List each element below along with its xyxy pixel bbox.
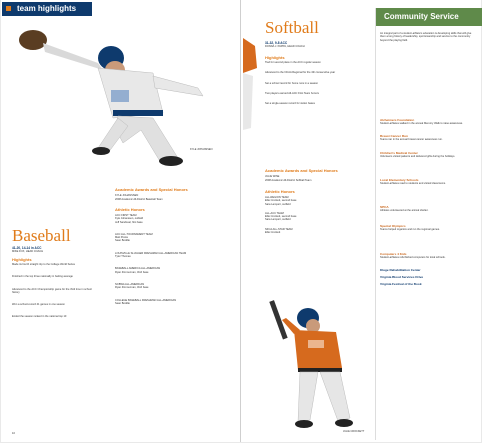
- org-entry: [380, 178, 476, 185]
- honor-group: [115, 233, 215, 243]
- baseball-highlights-list: [12, 263, 100, 319]
- baseball-awards-heading: Academic Awards and Special Honors: [115, 187, 188, 192]
- highlight-item: Ended the season ranked in the national top 10: [12, 315, 67, 319]
- honor-group: [265, 196, 365, 206]
- org-name: Special Olympics: [380, 224, 406, 229]
- batter-illustration: [256, 290, 371, 432]
- honor-title: ALL-REGION TEAM: [265, 196, 289, 199]
- fielder-illustration-partial: [243, 18, 258, 138]
- honor-group: [115, 283, 215, 290]
- highlight-item: Tied for second place in the ACC regular season: [265, 61, 321, 64]
- award-detail: 2008 Academic All-District Softball Team: [265, 179, 312, 182]
- honor-group: [115, 299, 215, 306]
- softball-highlights-list: [265, 61, 360, 105]
- honor-group: [115, 252, 215, 259]
- community-service-title: Community Service: [384, 12, 459, 21]
- baseball-title: Baseball: [12, 226, 71, 245]
- org-entry: [380, 151, 476, 158]
- org-text: Student-athletes refurbished computers for local schools.: [380, 255, 446, 259]
- org-text: Teams ran in the annual breast cancer awareness run.: [380, 138, 443, 142]
- header-square-icon: [6, 6, 11, 11]
- org-text: Student-athletes walked in the annual Memory Walk to raise awareness.: [380, 122, 463, 125]
- highlight-item: Two players earned All-ACC First Team honors: [265, 91, 319, 95]
- community-service-list: [380, 118, 476, 286]
- org-entry: [380, 205, 476, 212]
- org-name-plain: Virginia Festival of the Book: [380, 282, 422, 287]
- org-text: Athletes volunteered at the animal shelter.: [380, 209, 429, 213]
- highlight-item: Finished in the top three nationally in batting average: [12, 275, 73, 279]
- honor-line: Matt Preiss: [115, 236, 128, 240]
- honor-group: [265, 212, 365, 222]
- honor-line: Ryan Zimmerman, third base: [115, 286, 149, 290]
- baseball-highlights-heading: Highlights: [12, 257, 32, 262]
- softball-record: 31-32, 9-8 ACC: [265, 41, 288, 45]
- softball-player-photo-2: [256, 290, 371, 432]
- award-name: KYLE JOHANSSEN: [115, 194, 139, 197]
- org-name: Breast Cancer Run: [380, 134, 408, 139]
- honor-line: Ellie Crockett, second base: [265, 199, 297, 203]
- photo-caption: JULIE CROCKETT: [343, 430, 365, 433]
- org-name: Alzheimers Foundation: [380, 118, 415, 122]
- org-text: Student-athletes read to students and visited classrooms.: [380, 181, 446, 185]
- honor-line: Ellie Crockett: [265, 231, 281, 235]
- org-name-plain: Virginia Blood Services Drive: [380, 275, 424, 280]
- org-name: Local Elementary Schools: [380, 177, 419, 182]
- honor-line: Sara Lampert, outfield: [265, 218, 291, 222]
- photo-caption: KYLE JOHANSSEN: [190, 148, 213, 151]
- honor-title: COLLEGE BASEBALL FRESHMAN ALL-AMERICAN: [115, 298, 177, 302]
- highlight-item: Set a school record for home runs in a season: [265, 81, 319, 85]
- baseball-coach: MIKE FOX, HEAD COACH: [12, 250, 44, 253]
- softball-honors-list: [265, 196, 365, 234]
- honor-title: ACC ALL-TOURNAMENT TEAM: [115, 232, 153, 236]
- highlight-item: Made its fourth straight trip to the College World Series: [12, 263, 75, 266]
- highlight-item: Won a school-record 41 games in one season: [12, 303, 65, 307]
- honor-line: Kyle Johanssen, outfield: [115, 217, 144, 221]
- honor-line: Ellie Crockett, second base: [265, 215, 297, 219]
- award-name: JULIE WISE: [265, 175, 280, 178]
- honor-title: LOUISVILLE SLUGGER FRESHMAN ALL-AMERICAN TEAM: [115, 251, 187, 255]
- softball-awards-heading: Academic Awards and Special Honors: [265, 168, 338, 173]
- honor-group: [115, 267, 215, 274]
- org-name: Computers 4 Kids: [380, 251, 407, 256]
- highlight-item: Set a single-season record for stolen bases: [265, 102, 315, 106]
- org-name: SPCA: [380, 205, 389, 210]
- baseball-athletic-heading: Athletic Honors: [115, 207, 145, 212]
- org-entry: [380, 224, 476, 231]
- org-entry: [380, 134, 476, 141]
- honor-title: NCBWA ALL-AMERICAN: [115, 282, 145, 286]
- softball-highlights-heading: Highlights: [265, 55, 285, 60]
- honor-line: Sean Boddie: [115, 239, 130, 243]
- pitcher-illustration: [3, 18, 233, 168]
- org-entry: [380, 252, 476, 259]
- softball-title: Softball: [265, 18, 319, 37]
- honor-line: Jeff Sandoval, first base: [115, 220, 143, 224]
- softball-athletic-heading: Athletic Honors: [265, 189, 295, 194]
- org-entry: [380, 118, 476, 125]
- honor-line: Tyler Thomas: [115, 255, 131, 259]
- honor-line: Sean Boddie: [115, 301, 130, 305]
- org-name: Children's Medical Center: [380, 150, 418, 155]
- baseball-honors-list: [115, 214, 215, 305]
- softball-player-photo-1: [243, 18, 258, 138]
- award-detail: 2008 Academic All-District Baseball Team: [115, 198, 163, 201]
- honor-title: ACC FIRST TEAM: [115, 214, 137, 217]
- honor-title: NFCA ALL-STAR TEAM: [265, 227, 293, 231]
- page-gutter: [240, 0, 241, 442]
- baseball-player-photo: [3, 18, 233, 168]
- highlight-item: Advanced to the ACC Championship game for the third time in school history: [12, 287, 92, 294]
- highlight-item: Advanced to the NCAA Regional for the 4th consecutive year: [265, 71, 336, 75]
- honor-group: [115, 214, 215, 224]
- honor-title: ALL-ACC TEAM: [265, 211, 284, 215]
- softball-coach: DONNA J. PAPPA, HEAD COACH: [265, 45, 305, 48]
- honor-group: [265, 228, 365, 235]
- page-number-left: 10: [12, 432, 15, 435]
- honor-line: Ryan Zimmerman, third base: [115, 270, 149, 274]
- org-text: Volunteers visited patients and delivered gifts during the holidays.: [380, 154, 456, 158]
- honor-title: BASEBALL AMERICA ALL-AMERICAN: [115, 267, 161, 271]
- section-header-title: team highlights: [17, 4, 77, 13]
- org-name-plain: Kluge Rehabilitation Center: [380, 268, 421, 273]
- baseball-record: 41-20, 14-14 in ACC: [12, 246, 42, 250]
- community-service-intro: An integral part of a student-athlete's education is developing skills that will give them a long history of leadership, sportsmanship and service to the community beyond the playing field.: [380, 32, 472, 42]
- honor-line: Sara Lampert, outfield: [265, 202, 291, 206]
- org-text: Teams helped organize and run the regional games.: [380, 228, 440, 232]
